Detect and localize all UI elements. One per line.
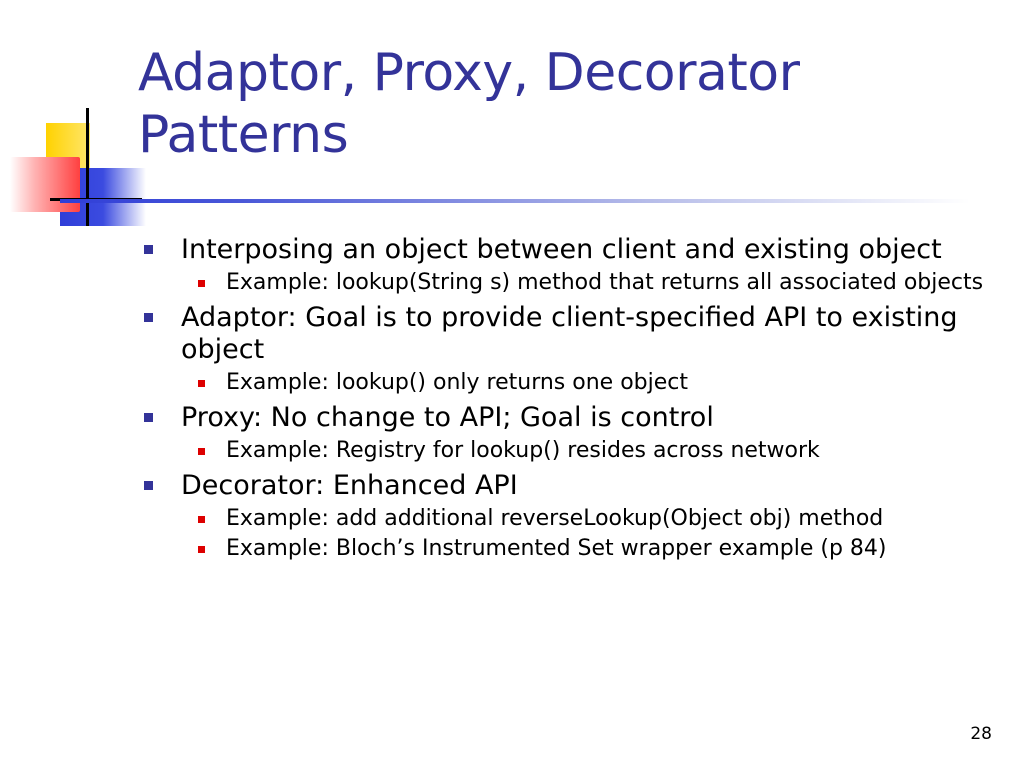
sub-bullet-text: Example: Bloch’s Instrumented Set wrapper example (p 84) [226,536,887,561]
sub-bullet-item [226,438,1006,464]
square-bullet-icon [144,245,153,254]
bullet-text: Decorator: Enhanced API [181,470,518,501]
bullet-item [140,402,1000,434]
square-bullet-icon [198,280,205,287]
bullet-item [140,470,1000,502]
sub-bullet-text: Example: lookup() only returns one object [226,370,688,395]
page-number: 28 [970,724,992,744]
sub-bullet-item [226,370,1006,396]
bullet-text: Proxy: No change to API; Goal is control [181,402,714,433]
sub-bullet-item [226,270,1006,296]
bullet-list [140,228,1000,566]
square-bullet-icon [198,516,205,523]
sub-bullet-item [226,536,1006,562]
square-bullet-icon [198,380,205,387]
slide-title: Adaptor, Proxy, Decorator Patterns [138,43,800,165]
bullet-text: Interposing an object between client and existing object [181,234,942,265]
square-bullet-icon [144,413,153,422]
sub-bullet-text: Example: add additional reverseLookup(Object obj) method [226,506,884,531]
decorative-logo [0,0,150,240]
sub-bullet-text: Example: lookup(String s) method that returns all associated objects [226,270,984,295]
square-bullet-icon [198,448,205,455]
sub-bullet-item [226,506,1006,532]
square-bullet-icon [198,546,205,553]
bullet-text: Adaptor: Goal is to provide client-specified API to existing object [181,302,958,365]
sub-bullet-text: Example: Registry for lookup() resides across network [226,438,820,463]
bullet-item [140,234,1000,266]
square-bullet-icon [144,313,153,322]
vertical-line [86,108,89,226]
bullet-item [140,302,1000,366]
red-square [10,157,80,212]
title-underline [60,199,970,203]
square-bullet-icon [144,481,153,490]
